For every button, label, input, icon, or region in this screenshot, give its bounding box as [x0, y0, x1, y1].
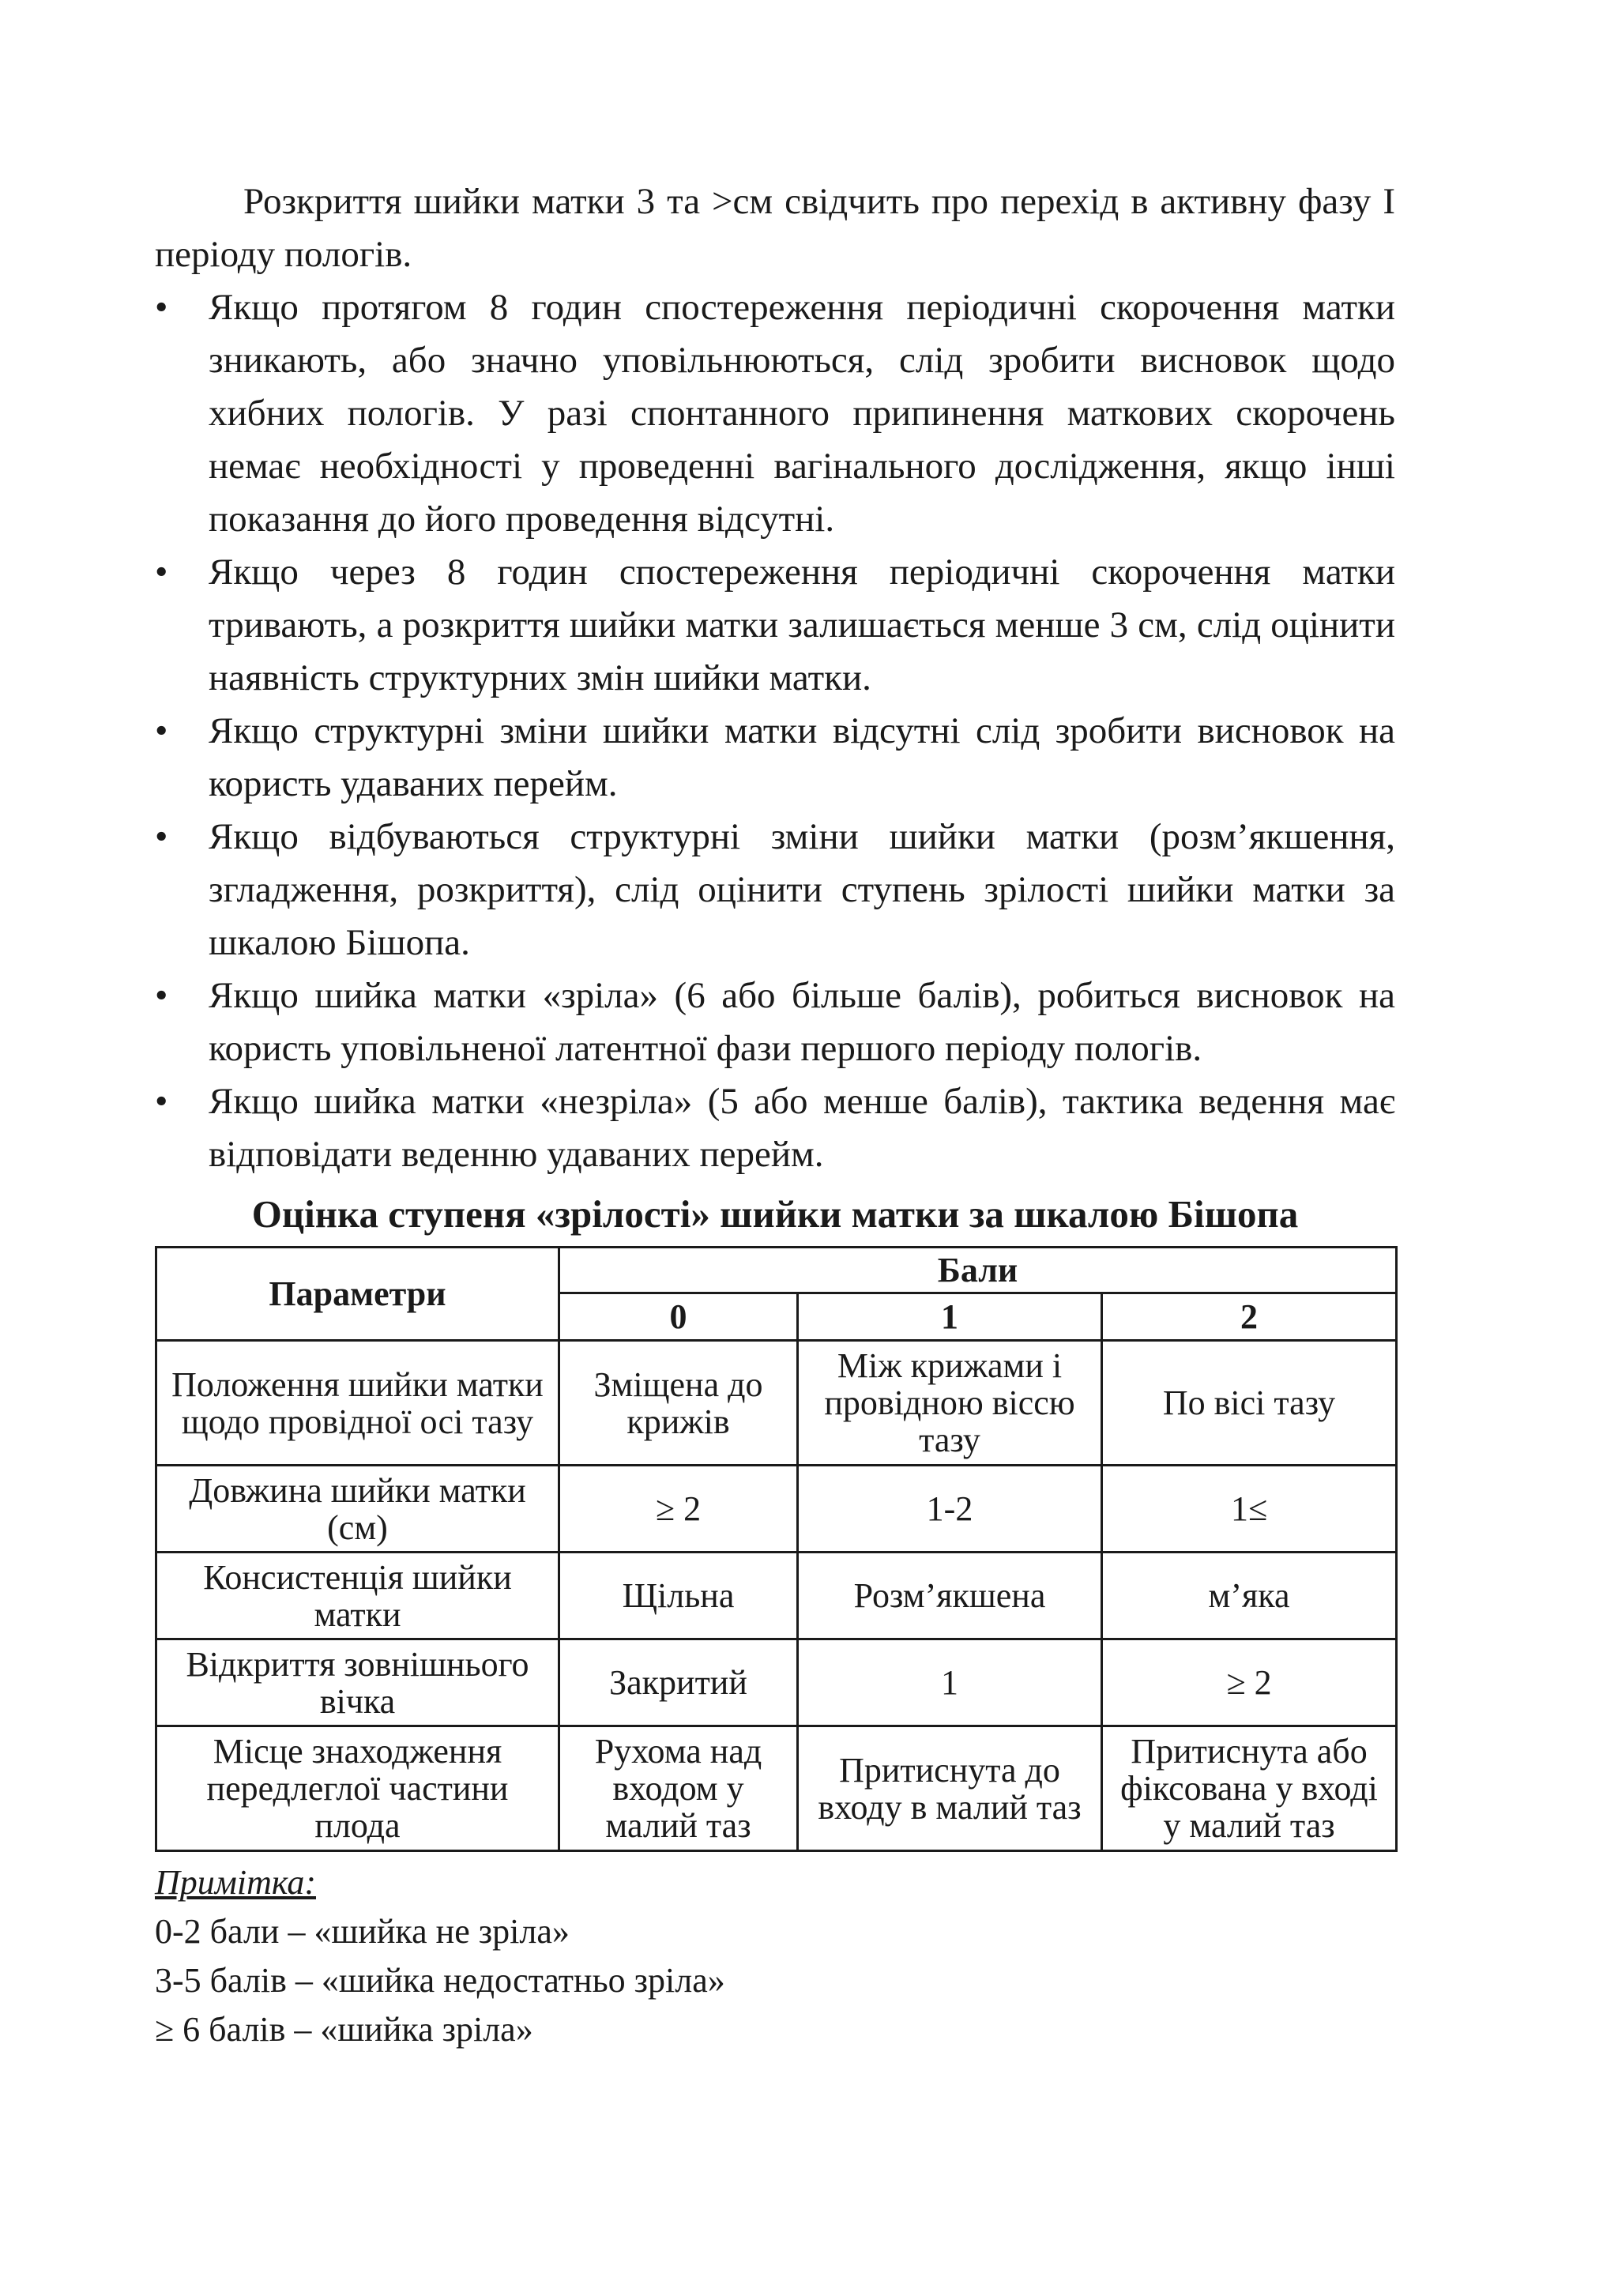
table-row [156, 1466, 1397, 1553]
table-row [156, 1341, 1397, 1466]
param-header: Параметри [156, 1248, 559, 1341]
bullet-item [155, 705, 1395, 811]
score-1-cell: Між крижами і провідною віссю тазу [798, 1341, 1102, 1466]
score-col-2: 2 [1102, 1293, 1397, 1341]
bullet-text: Якщо протягом 8 годин спостереження періодичні скорочення матки зникають, або значно уповільнюються, слід зробити висновок щодо хибних пологів. У разі спонтанного припинення маткових скорочень немає необхідності у проведенні вагінального дослідження, якщо інші показання до його проведення відсутні. [209, 287, 1395, 540]
notes-block [155, 1858, 1395, 2054]
param-cell: Консистенція шийки матки [156, 1553, 559, 1639]
score-header: Бали [559, 1248, 1397, 1293]
param-cell: Відкриття зовнішнього вічка [156, 1639, 559, 1726]
bishop-score-table [155, 1246, 1398, 1852]
bullet-item [155, 969, 1395, 1075]
score-1-cell: Притиснута до входу в малий таз [798, 1726, 1102, 1851]
score-2-cell: Притиснута або фіксована у вході у малий таз [1102, 1726, 1397, 1851]
page-content [155, 175, 1395, 2054]
bullet-text: Якщо через 8 годин спостереження періодичні скорочення матки тривають, а розкриття шийки матки залишається менше 3 см, слід оцінити наявність структурних змін шийки матки. [209, 551, 1395, 698]
score-1-cell: 1-2 [798, 1466, 1102, 1553]
note-line: ≥ 6 балів – «шийка зріла» [155, 2010, 533, 2049]
bullet-text: Якщо відбуваються структурні зміни шийки матки (розм’якшення, згладження, розкриття), слід оцінити ступень зрілості шийки матки за шкалою Бішопа. [209, 816, 1395, 963]
bullet-icon: • [155, 287, 168, 328]
score-2-cell: 1≤ [1102, 1466, 1397, 1553]
bullet-icon: • [155, 1081, 168, 1122]
notes-title: Примітка: [155, 1863, 316, 1902]
score-0-cell: Рухома над входом у малий таз [559, 1726, 798, 1851]
bullet-item [155, 811, 1395, 969]
bullet-item [155, 1075, 1395, 1181]
score-2-cell: По вісі тазу [1102, 1341, 1397, 1466]
bullet-icon: • [155, 710, 168, 751]
score-2-cell: ≥ 2 [1102, 1639, 1397, 1726]
bullet-item [155, 281, 1395, 546]
bullet-icon: • [155, 551, 168, 593]
bullet-text: Якщо шийка матки «зріла» (6 або більше балів), робиться висновок на користь уповільненої латентної фази першого періоду пологів. [209, 975, 1395, 1069]
note-line: 0-2 бали – «шийка не зріла» [155, 1912, 570, 1951]
table-caption: Оцінка ступеня «зрілості» шийки матки за шкалою Бішопа [251, 1192, 1299, 1236]
table-row [156, 1639, 1397, 1726]
bullet-text: Якщо шийка матки «незріла» (5 або менше балів), тактика ведення має відповідати веденню удаваних перейм. [209, 1081, 1395, 1175]
param-cell: Довжина шийки матки (см) [156, 1466, 559, 1553]
table-row [156, 1726, 1397, 1851]
bullet-text: Якщо структурні зміни шийки матки відсутні слід зробити висновок на користь удаваних перейм. [209, 710, 1395, 804]
bullet-icon: • [155, 975, 168, 1016]
param-cell: Положення шийки матки щодо провідної осі тазу [156, 1341, 559, 1466]
score-col-0: 0 [559, 1293, 798, 1341]
note-line: 3-5 балів – «шийка недостатньо зріла» [155, 1961, 725, 2000]
bullet-item [155, 546, 1395, 705]
bullet-list [155, 281, 1395, 1181]
score-0-cell: Закритий [559, 1639, 798, 1726]
score-2-cell: м’яка [1102, 1553, 1397, 1639]
bullet-icon: • [155, 816, 168, 857]
param-cell: Місце знаходження передлеглої частини плода [156, 1726, 559, 1851]
score-0-cell: Зміщена до крижів [559, 1341, 798, 1466]
score-col-1: 1 [798, 1293, 1102, 1341]
score-0-cell: ≥ 2 [559, 1466, 798, 1553]
score-0-cell: Щільна [559, 1553, 798, 1639]
intro-paragraph: Розкриття шийки матки 3 та >см свідчить про перехід в активну фазу І періоду пологів. [155, 181, 1395, 275]
score-1-cell: 1 [798, 1639, 1102, 1726]
table-row [156, 1553, 1397, 1639]
score-1-cell: Розм’якшена [798, 1553, 1102, 1639]
